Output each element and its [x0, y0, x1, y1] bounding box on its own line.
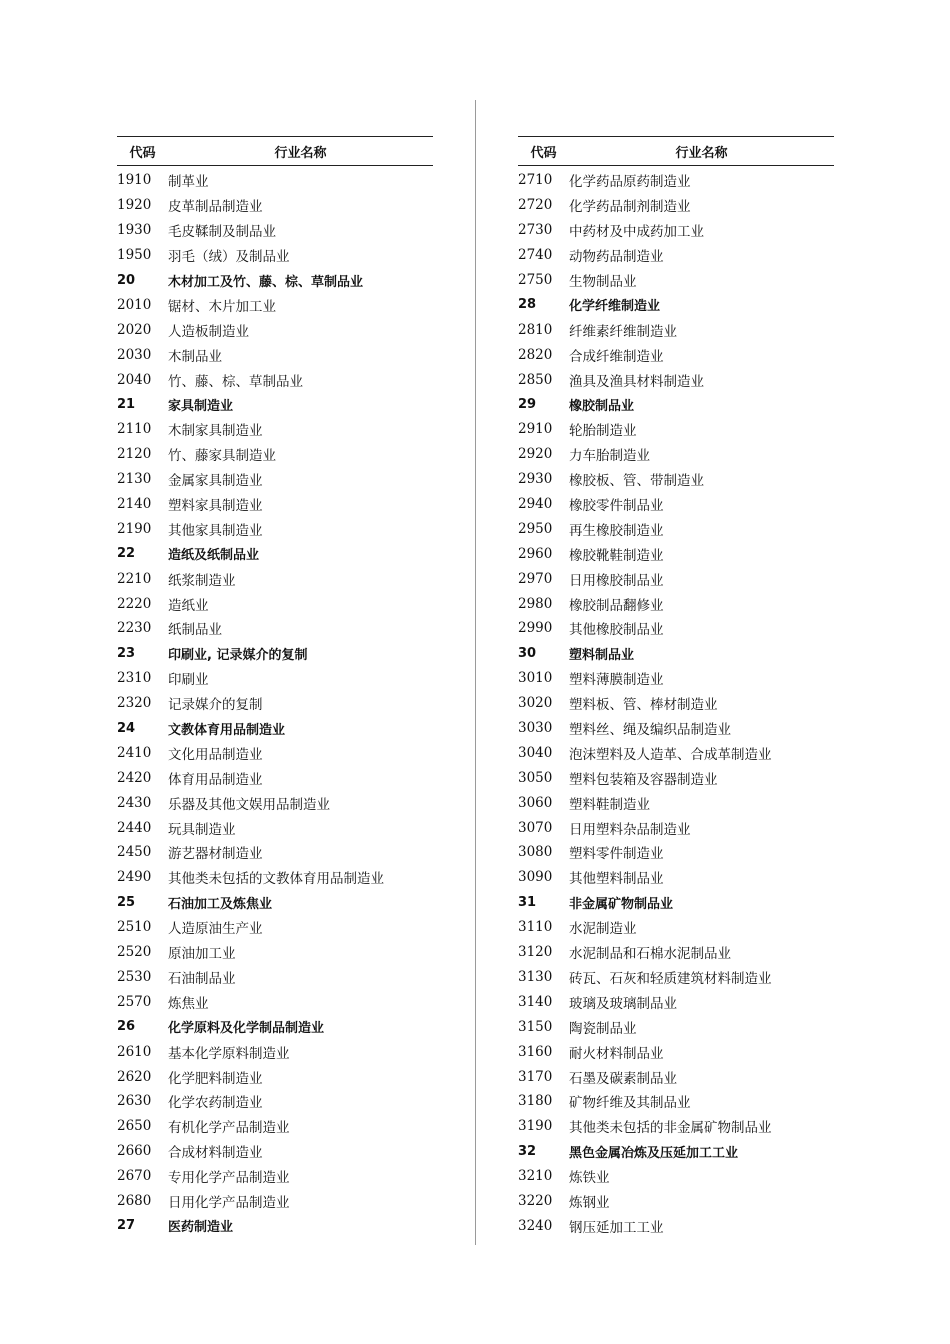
industry-name: 化学农药制造业: [168, 1095, 263, 1112]
category-row: [117, 716, 433, 741]
industry-code: 2510: [117, 919, 152, 936]
table-row: [518, 666, 834, 691]
table-row: [117, 740, 433, 765]
table-row: [518, 317, 834, 342]
industry-name: 塑料薄膜制造业: [569, 672, 664, 689]
industry-name: 其他家具制造业: [168, 522, 263, 539]
industry-name: 塑料零件制造业: [569, 846, 664, 863]
table-row: [518, 691, 834, 716]
industry-name: 日用塑料杂品制造业: [569, 821, 691, 838]
industry-code: 3010: [518, 670, 553, 687]
industry-code: 30: [518, 645, 537, 661]
industry-code: 2130: [117, 471, 152, 488]
category-row: [117, 268, 433, 293]
industry-name: 合成材料制造业: [168, 1145, 263, 1162]
industry-code: 1930: [117, 222, 152, 239]
industry-name: 纸制品业: [168, 622, 222, 639]
table-row: [117, 243, 433, 268]
industry-code: 3070: [518, 819, 553, 836]
industry-name: 黑色金属冶炼及压延加工工业: [569, 1145, 739, 1161]
table-row: [518, 815, 834, 840]
industry-code: 2920: [518, 446, 553, 463]
industry-code: 2960: [518, 545, 553, 562]
industry-name: 体育用品制造业: [168, 771, 263, 788]
industry-code: 3060: [518, 794, 553, 811]
industry-name: 文化用品制造业: [168, 746, 263, 763]
category-row: [117, 1213, 433, 1238]
industry-name: 炼铁业: [569, 1170, 610, 1187]
industry-code: 2040: [117, 371, 152, 388]
industry-code: 3140: [518, 993, 553, 1010]
industry-name: 塑料家具制造业: [168, 498, 263, 515]
table-row: [117, 1114, 433, 1139]
table-row: [518, 591, 834, 616]
table-row: [518, 218, 834, 243]
industry-code: 32: [518, 1143, 537, 1159]
industry-code: 2970: [518, 570, 553, 587]
industry-code: 2620: [117, 1068, 152, 1085]
industry-code: 2110: [117, 421, 152, 438]
industry-name: 炼焦业: [168, 995, 209, 1012]
category-row: [117, 541, 433, 566]
industry-code: 2680: [117, 1192, 152, 1209]
table-row: [518, 1164, 834, 1189]
industry-name: 再生橡胶制造业: [569, 522, 664, 539]
industry-name: 耐火材料制品业: [569, 1045, 664, 1062]
industry-name: 塑料鞋制造业: [569, 796, 650, 813]
industry-name: 人造原油生产业: [168, 921, 263, 938]
table-row: [518, 740, 834, 765]
industry-name: 水泥制品和石棉水泥制品业: [569, 946, 731, 963]
table-row: [518, 1114, 834, 1139]
table-row: [117, 616, 433, 641]
table-row: [518, 965, 834, 990]
industry-code: 3210: [518, 1168, 553, 1185]
industry-name: 基本化学原料制造业: [168, 1045, 290, 1062]
table-row: [518, 840, 834, 865]
header-code: 代码: [530, 145, 557, 161]
table-row: [117, 1089, 433, 1114]
industry-code: 2010: [117, 296, 152, 313]
table-row: [518, 940, 834, 965]
industry-name: 矿物纤维及其制品业: [569, 1095, 691, 1112]
table-row: [518, 915, 834, 940]
table-row: [518, 865, 834, 890]
table-row: [518, 367, 834, 392]
industry-name: 渔具及渔具材料制造业: [569, 373, 704, 390]
table-header: [518, 136, 834, 166]
table-row: [117, 989, 433, 1014]
table-row: [117, 1139, 433, 1164]
industry-code: 20: [117, 272, 136, 288]
table-row: [117, 790, 433, 815]
industry-code: 3020: [518, 695, 553, 712]
industry-code: 3220: [518, 1192, 553, 1209]
industry-name: 造纸业: [168, 597, 209, 614]
industry-code: 3030: [518, 720, 553, 737]
industry-name: 有机化学产品制造业: [168, 1120, 290, 1137]
industry-name: 生物制品业: [569, 274, 637, 290]
industry-code: 3190: [518, 1118, 553, 1135]
industry-name: 玩具制造业: [168, 821, 236, 838]
table-row: [117, 591, 433, 616]
industry-code: 1910: [117, 172, 152, 189]
industry-name: 皮革制品制造业: [168, 199, 263, 216]
industry-name: 砖瓦、石灰和轻质建筑材料制造业: [569, 970, 772, 987]
table-row: [117, 417, 433, 442]
industry-code: 26: [117, 1019, 136, 1035]
industry-name: 石油加工及炼焦业: [168, 896, 273, 912]
industry-code: 2730: [518, 222, 553, 239]
industry-code: 2720: [518, 197, 553, 214]
industry-name: 文教体育用品制造业: [168, 722, 286, 738]
industry-name: 原油加工业: [168, 946, 236, 963]
table-row: [518, 467, 834, 492]
industry-name: 塑料包装箱及容器制造业: [569, 771, 718, 788]
industry-code: 2820: [518, 346, 553, 363]
industry-name: 日用橡胶制品业: [569, 572, 664, 589]
industry-code: 2530: [117, 968, 152, 985]
industry-name: 印刷业, 记录媒介的复制: [168, 647, 308, 663]
industry-name: 记录媒介的复制: [168, 697, 263, 714]
industry-code: 22: [117, 546, 136, 562]
industry-code: 2520: [117, 944, 152, 961]
industry-code: 2650: [117, 1118, 152, 1135]
table-row: [518, 268, 834, 293]
category-row: [117, 890, 433, 915]
table-row: [117, 168, 433, 193]
industry-code: 2420: [117, 769, 152, 786]
industry-name: 乐器及其他文娱用品制造业: [168, 796, 330, 813]
industry-code: 1920: [117, 197, 152, 214]
table-row: [518, 492, 834, 517]
table-row: [117, 940, 433, 965]
table-row: [518, 516, 834, 541]
industry-code: 21: [117, 396, 136, 412]
table-row: [117, 815, 433, 840]
industry-code: 3160: [518, 1043, 553, 1060]
industry-name: 羽毛（绒）及制品业: [168, 249, 290, 266]
category-row: [117, 392, 433, 417]
industry-code: 3080: [518, 844, 553, 861]
industry-code: 2210: [117, 570, 152, 587]
industry-name: 石油制品业: [168, 970, 236, 987]
table-row: [518, 1064, 834, 1089]
industry-name: 玻璃及玻璃制品业: [569, 995, 677, 1012]
industry-name: 其他橡胶制品业: [569, 622, 664, 639]
table-row: [518, 1213, 834, 1238]
category-row: [518, 392, 834, 417]
industry-code: 2750: [518, 272, 553, 288]
table-row: [117, 765, 433, 790]
industry-code: 2190: [117, 520, 152, 537]
table-row: [117, 516, 433, 541]
industry-name: 陶瓷制品业: [569, 1020, 637, 1037]
industry-code: 28: [518, 297, 537, 313]
industry-code: 2320: [117, 695, 152, 712]
industry-code: 2940: [518, 496, 553, 513]
table-row: [117, 1039, 433, 1064]
table-row: [117, 367, 433, 392]
industry-name: 化学药品原药制造业: [569, 174, 691, 191]
column-divider: [475, 100, 476, 1245]
industry-code: 2450: [117, 844, 152, 861]
category-row: [518, 292, 834, 317]
industry-code: 2810: [518, 321, 553, 338]
industry-name: 钢压延加工工业: [569, 1219, 664, 1236]
industry-name: 力车胎制造业: [569, 448, 650, 465]
industry-name: 炼钢业: [569, 1194, 610, 1211]
industry-name: 橡胶板、管、带制造业: [569, 473, 704, 490]
industry-code: 2570: [117, 993, 152, 1010]
industry-code: 2660: [117, 1143, 152, 1160]
left-table: [117, 136, 433, 1238]
table-row: [518, 1014, 834, 1039]
industry-name: 人造板制造业: [168, 323, 249, 340]
industry-name: 纤维素纤维制造业: [569, 323, 677, 340]
industry-name: 水泥制造业: [569, 921, 637, 938]
industry-name: 橡胶制品业: [569, 398, 635, 414]
category-row: [518, 1139, 834, 1164]
table-row: [117, 292, 433, 317]
industry-name: 塑料丝、绳及编织品制造业: [569, 722, 731, 739]
table-row: [117, 840, 433, 865]
industry-name: 塑料板、管、棒材制造业: [569, 697, 718, 714]
industry-name: 橡胶零件制品业: [569, 498, 664, 515]
industry-code: 2410: [117, 744, 152, 761]
table-row: [117, 915, 433, 940]
industry-name: 竹、藤家具制造业: [168, 448, 276, 465]
industry-code: 2490: [117, 869, 152, 886]
industry-code: 2030: [117, 346, 152, 363]
table-row: [117, 1064, 433, 1089]
table-row: [117, 317, 433, 342]
industry-code: 3180: [518, 1093, 553, 1110]
table-row: [117, 492, 433, 517]
industry-name: 化学药品制剂制造业: [569, 199, 691, 216]
table-row: [518, 243, 834, 268]
industry-code: 2740: [518, 247, 553, 264]
header-name: 行业名称: [274, 145, 327, 161]
industry-code: 3110: [518, 919, 553, 936]
table-row: [117, 1189, 433, 1214]
industry-name: 塑料制品业: [569, 647, 635, 663]
industry-code: 3050: [518, 769, 553, 786]
industry-code: 23: [117, 645, 136, 661]
industry-code: 2630: [117, 1093, 152, 1110]
table-row: [518, 716, 834, 741]
table-row: [117, 193, 433, 218]
industry-code: 3090: [518, 869, 553, 886]
industry-name: 印刷业: [168, 672, 209, 689]
industry-code: 2910: [518, 421, 553, 438]
industry-name: 橡胶靴鞋制造业: [569, 547, 664, 564]
header-code: 代码: [129, 145, 156, 161]
table-row: [518, 790, 834, 815]
table-row: [518, 616, 834, 641]
industry-name: 纸浆制造业: [168, 572, 236, 589]
industry-code: 2980: [518, 595, 553, 612]
industry-name: 竹、藤、棕、草制品业: [168, 373, 303, 390]
industry-name: 化学原料及化学制品制造业: [168, 1021, 325, 1037]
industry-name: 非金属矿物制品业: [569, 896, 674, 912]
industry-code: 2020: [117, 321, 152, 338]
industry-code: 2120: [117, 446, 152, 463]
industry-name: 轮胎制造业: [569, 423, 637, 440]
table-row: [518, 1089, 834, 1114]
industry-code: 2220: [117, 595, 152, 612]
industry-name: 医药制造业: [168, 1220, 234, 1236]
table-row: [518, 193, 834, 218]
table-row: [518, 541, 834, 566]
table-row: [518, 566, 834, 591]
industry-code: 2140: [117, 496, 152, 513]
table-row: [518, 442, 834, 467]
industry-name: 日用化学产品制造业: [168, 1194, 290, 1211]
industry-name: 制革业: [168, 174, 209, 191]
industry-name: 泡沫塑料及人造革、合成革制造业: [569, 746, 772, 763]
industry-name: 木制家具制造业: [168, 423, 263, 440]
industry-name: 锯材、木片加工业: [168, 298, 276, 315]
table-row: [117, 442, 433, 467]
industry-name: 化学纤维制造业: [569, 299, 661, 315]
table-row: [518, 989, 834, 1014]
industry-code: 24: [117, 720, 136, 736]
industry-code: 3120: [518, 944, 553, 961]
industry-code: 2310: [117, 670, 152, 687]
industry-code: 2930: [518, 471, 553, 488]
industry-name: 其他类未包括的文教体育用品制造业: [168, 871, 384, 888]
right-table: [518, 136, 834, 1238]
right-rows: [518, 168, 834, 1238]
table-row: [117, 467, 433, 492]
industry-name: 合成纤维制造业: [569, 348, 664, 365]
industry-code: 25: [117, 894, 136, 910]
table-row: [117, 342, 433, 367]
category-row: [117, 1014, 433, 1039]
industry-code: 2990: [518, 620, 553, 637]
table-header: [117, 136, 433, 166]
industry-code: 2670: [117, 1168, 152, 1185]
industry-code: 2950: [518, 520, 553, 537]
industry-name: 造纸及纸制品业: [168, 548, 260, 564]
table-row: [117, 965, 433, 990]
table-row: [518, 765, 834, 790]
table-row: [518, 168, 834, 193]
table-row: [117, 566, 433, 591]
industry-name: 石墨及碳素制品业: [569, 1070, 677, 1087]
industry-name: 橡胶制品翻修业: [569, 597, 664, 614]
category-row: [117, 641, 433, 666]
industry-code: 2610: [117, 1043, 152, 1060]
industry-name: 化学肥料制造业: [168, 1070, 263, 1087]
table-row: [117, 691, 433, 716]
industry-name: 其他类未包括的非金属矿物制品业: [569, 1120, 772, 1137]
category-row: [518, 641, 834, 666]
industry-name: 家具制造业: [168, 398, 234, 414]
industry-name: 动物药品制造业: [569, 249, 664, 266]
industry-code: 31: [518, 894, 537, 910]
industry-name: 金属家具制造业: [168, 473, 263, 490]
industry-code: 29: [518, 396, 537, 412]
industry-code: 3040: [518, 744, 553, 761]
industry-name: 毛皮鞣制及制品业: [168, 224, 276, 241]
industry-name: 其他塑料制品业: [569, 871, 664, 888]
industry-code: 3240: [518, 1217, 553, 1234]
industry-code: 3130: [518, 968, 553, 985]
industry-name: 游艺器材制造业: [168, 846, 263, 863]
industry-code: 2230: [117, 620, 152, 637]
industry-name: 木材加工及竹、藤、棕、草制品业: [168, 274, 364, 290]
table-row: [518, 1189, 834, 1214]
table-row: [117, 1164, 433, 1189]
table-row: [518, 1039, 834, 1064]
industry-code: 3150: [518, 1018, 553, 1035]
industry-code: 27: [117, 1218, 136, 1234]
industry-code: 2710: [518, 172, 553, 189]
header-name: 行业名称: [675, 145, 728, 161]
industry-name: 木制品业: [168, 348, 222, 365]
industry-code: 2440: [117, 819, 152, 836]
table-row: [518, 342, 834, 367]
table-row: [117, 865, 433, 890]
table-row: [518, 417, 834, 442]
industry-code: 2430: [117, 794, 152, 811]
industry-name: 中药材及中成药加工业: [569, 224, 704, 241]
industry-code: 2850: [518, 371, 553, 388]
table-row: [117, 218, 433, 243]
category-row: [518, 890, 834, 915]
industry-code: 1950: [117, 247, 152, 264]
industry-code: 3170: [518, 1068, 553, 1085]
table-row: [117, 666, 433, 691]
industry-name: 专用化学产品制造业: [168, 1170, 290, 1187]
left-rows: [117, 168, 433, 1238]
